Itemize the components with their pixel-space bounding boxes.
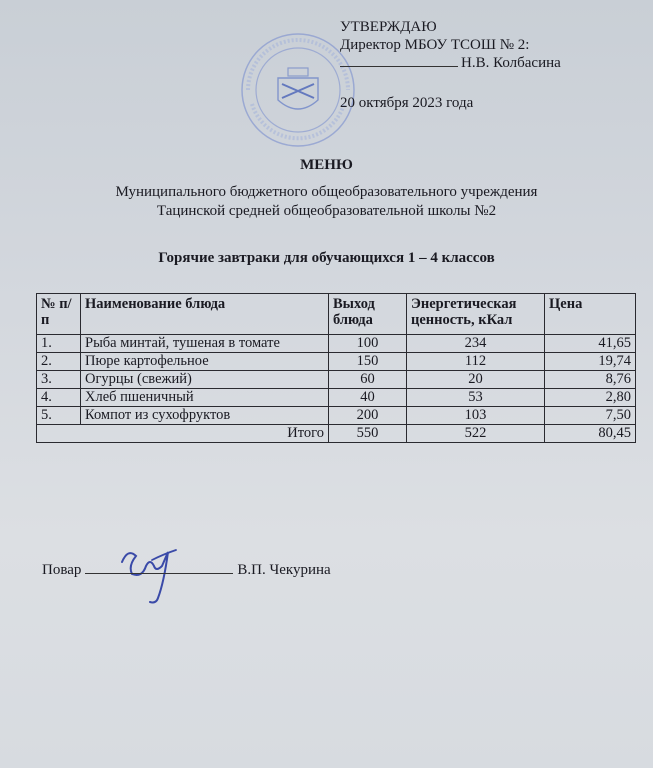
table-row [37,335,636,353]
approval-date: 20 октября 2023 года [340,95,474,111]
row-price: 2,80 [545,389,636,407]
row-num: 5. [37,407,81,425]
row-name: Пюре картофельное [81,353,329,371]
row-energy: 20 [407,371,545,389]
cook-block [42,562,331,579]
row-output: 40 [329,389,407,407]
table-header-row [37,294,636,335]
table-row [37,371,636,389]
header-name: Наименование блюда [81,294,329,335]
row-price: 7,50 [545,407,636,425]
signature-line [340,66,458,67]
row-output: 150 [329,353,407,371]
approval-signer: Н.В. Колбасина [461,55,561,71]
table-total-row [37,425,636,443]
approval-block [340,18,561,112]
row-energy: 112 [407,353,545,371]
header-output: Выход блюда [329,294,407,335]
row-name: Огурцы (свежий) [81,371,329,389]
row-energy: 234 [407,335,545,353]
row-num: 3. [37,371,81,389]
row-output: 100 [329,335,407,353]
total-energy: 522 [407,425,545,443]
row-output: 200 [329,407,407,425]
menu-table [36,293,636,443]
row-price: 19,74 [545,353,636,371]
row-name: Рыба минтай, тушеная в томате [81,335,329,353]
meal-title: Горячие завтраки для обучающихся 1 – 4 классов [158,250,495,266]
header-energy: Энергетическая ценность, кКал [407,294,545,335]
org-name-line2: Тацинской средней общеобразовательной школы №2 [156,203,497,219]
row-num: 4. [37,389,81,407]
row-price: 41,65 [545,335,636,353]
cook-signature-line [85,563,233,574]
menu-title: МЕНЮ [300,157,353,173]
header-price: Цена [545,294,636,335]
total-label: Итого [37,425,329,443]
total-output: 550 [329,425,407,443]
table-row [37,353,636,371]
row-num: 2. [37,353,81,371]
table-row [37,389,636,407]
row-name: Компот из сухофруктов [81,407,329,425]
cook-name: В.П. Чекурина [237,562,331,578]
org-name-line1: Муниципального бюджетного общеобразовательного учреждения [115,184,538,200]
cook-label: Повар [42,562,82,578]
row-output: 60 [329,371,407,389]
total-price: 80,45 [545,425,636,443]
row-energy: 53 [407,389,545,407]
header-num: № п/п [37,294,81,335]
approval-position: Директор МБОУ ТСОШ № 2: [340,37,530,53]
approval-label: УТВЕРЖДАЮ [340,19,437,35]
row-num: 1. [37,335,81,353]
row-price: 8,76 [545,371,636,389]
approval-signer-row [340,54,561,72]
row-name: Хлеб пшеничный [81,389,329,407]
table-row [37,407,636,425]
row-energy: 103 [407,407,545,425]
